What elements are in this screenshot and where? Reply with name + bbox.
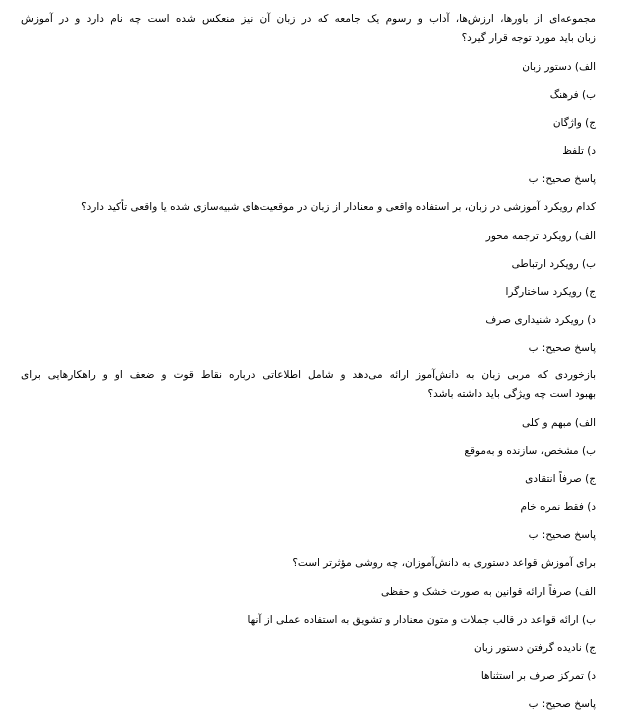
question-3-answer: پاسخ صحیح: ب <box>528 529 596 541</box>
question-3-stem-line-1: بازخوردی که مربی زبان به دانش‌آموز ارائه می‌دهد و شامل اطلاعاتی درباره نقاط قوت و ضعف او و راهکارهایی برای <box>21 369 596 381</box>
question-4-answer: پاسخ صحیح: ب <box>528 698 596 710</box>
question-1-stem-line-2: زبان باید مورد توجه قرار گیرد؟ <box>461 32 596 44</box>
question-1-option-c: ج) واژگان <box>552 117 596 129</box>
question-1-stem-line-1: مجموعه‌ای از باورها، ارزش‌ها، آداب و رسوم یک جامعه که در زبان آن نیز منعکس شده است چه نام دارد و در آموزش <box>21 13 596 25</box>
question-1-option-b: ب) فرهنگ <box>549 89 596 101</box>
question-3-option-d: د) فقط نمره خام <box>520 501 596 513</box>
question-1-option-d: د) تلفظ <box>562 145 596 157</box>
question-2-option-c: ج) رویکرد ساختارگرا <box>505 286 596 298</box>
question-2-stem-line-1: کدام رویکرد آموزشی در زبان، بر استفاده واقعی و معنادار از زبان در موقعیت‌های شبیه‌سازی شده یا واقعی تأکید دارد؟ <box>81 201 596 213</box>
question-2-option-a: الف) رویکرد ترجمه محور <box>485 230 596 242</box>
question-4-stem-line-1: برای آموزش قواعد دستوری به دانش‌آموزان، چه روشی مؤثرتر است؟ <box>292 557 596 569</box>
question-3-option-c: ج) صرفاً انتقادی <box>525 473 596 485</box>
question-4-option-b: ب) ارائه قواعد در قالب جملات و متون معنادار و تشویق به استفاده عملی از آنها <box>247 614 596 626</box>
question-4-option-c: ج) نادیده گرفتن دستور زبان <box>474 642 596 654</box>
question-3-option-a: الف) مبهم و کلی <box>521 417 596 429</box>
question-1-option-a: الف) دستور زبان <box>522 61 596 73</box>
question-2-option-d: د) رویکرد شنیداری صرف <box>485 314 596 326</box>
question-2-answer: پاسخ صحیح: ب <box>528 342 596 354</box>
question-2-option-b: ب) رویکرد ارتباطی <box>511 258 596 270</box>
question-4-option-d: د) تمرکز صرف بر استثناها <box>480 670 596 682</box>
question-3-stem-line-2: بهبود است چه ویژگی باید داشته باشد؟ <box>427 388 596 400</box>
question-1-answer: پاسخ صحیح: ب <box>528 173 596 185</box>
question-3-option-b: ب) مشخص، سازنده و به‌موقع <box>464 445 596 457</box>
question-4-option-a: الف) صرفاً ارائه قوانین به صورت خشک و حفظی <box>381 586 596 598</box>
